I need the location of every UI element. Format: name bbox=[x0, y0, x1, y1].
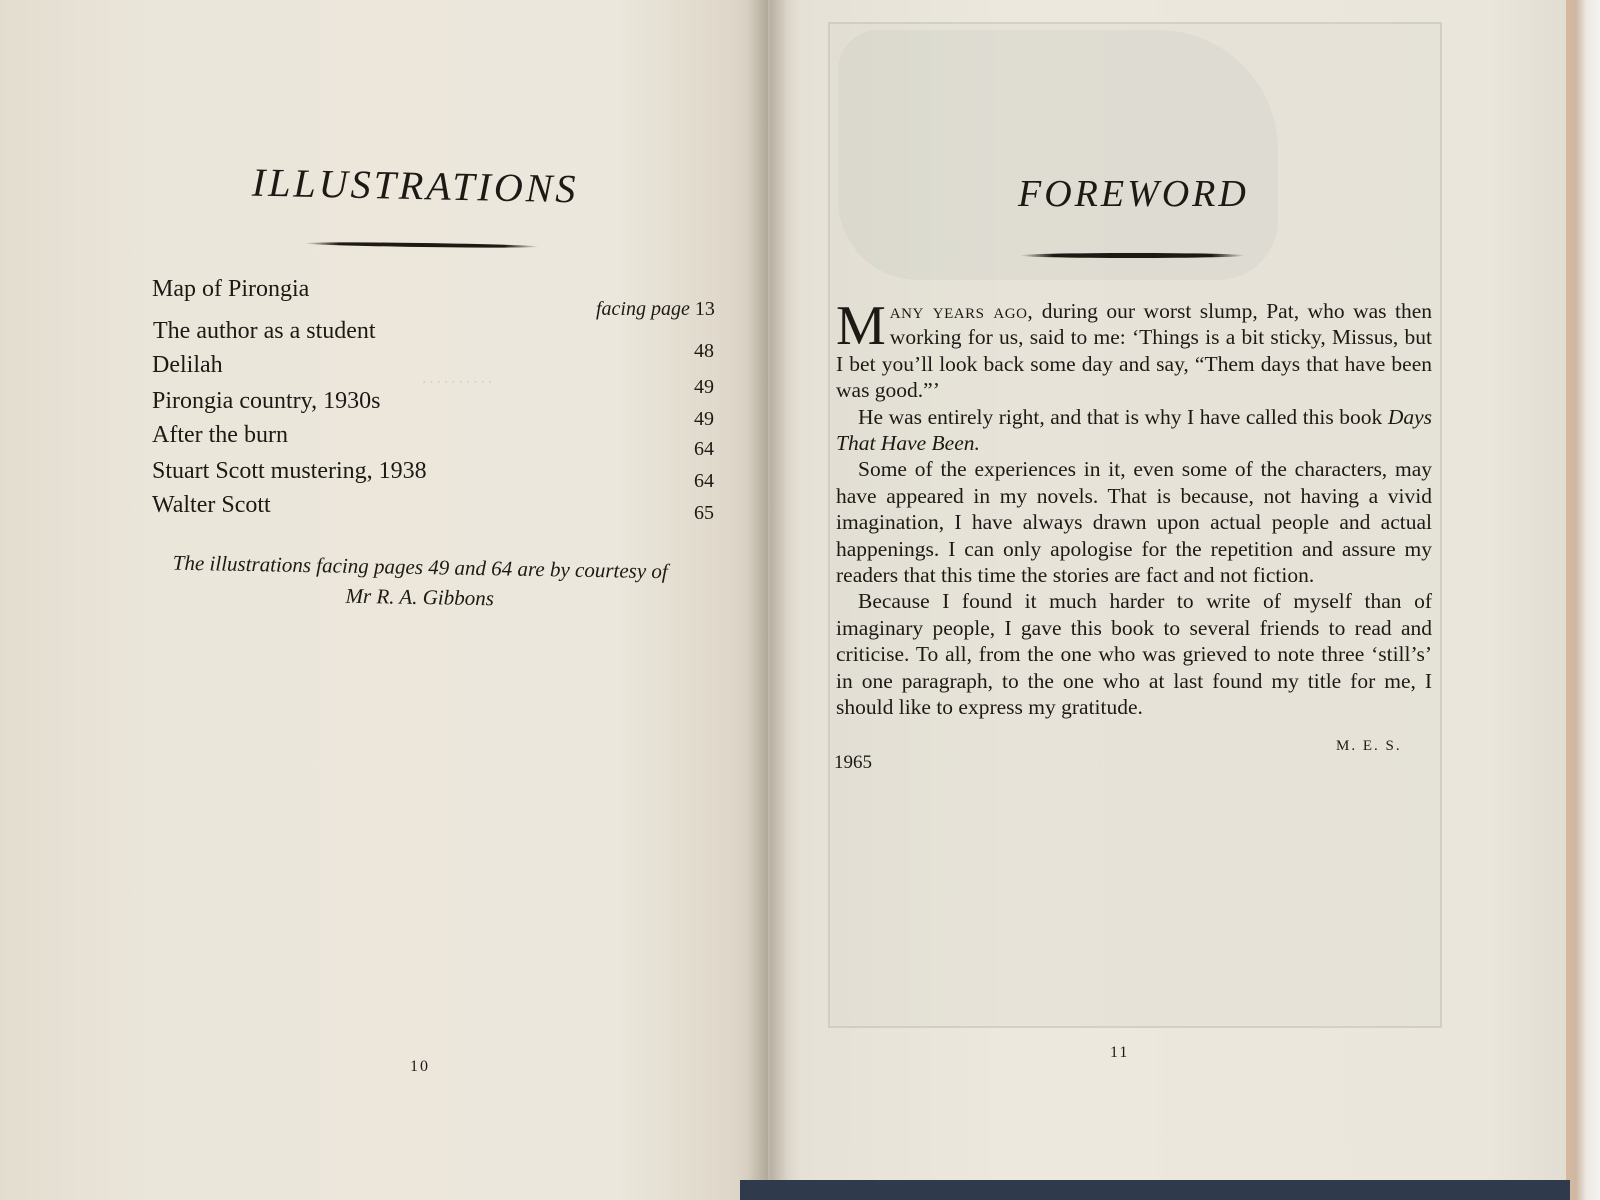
illustration-item: Stuart Scott mustering, 1938 bbox=[152, 458, 427, 484]
facing-page-label: facing page bbox=[596, 298, 690, 320]
show-through-text: ·········· bbox=[420, 372, 494, 393]
illustration-page-number: 65 bbox=[694, 502, 714, 524]
illustration-page-number: 64 bbox=[694, 438, 714, 460]
foreword-year: 1965 bbox=[834, 752, 872, 773]
foreword-body bbox=[836, 295, 1432, 721]
credit-line: Mr R. A. Gibbons bbox=[345, 583, 495, 611]
illustration-item: Delilah bbox=[152, 352, 223, 378]
illustration-page-number: 48 bbox=[694, 340, 714, 362]
credit-line: The illustrations facing pages 49 and 64 are by courtesy of bbox=[172, 550, 668, 584]
foreword-paragraph: Some of the experiences in it, even some of the characters, may have appeared in my novels. That is because, not having a vivid imagination, I have always drawn upon actual people and actual happenings. I can only apologise for the repetition and assure my readers that this time the stories are fact and not fiction. bbox=[836, 457, 1432, 588]
lead-in: any years ago, bbox=[889, 299, 1034, 323]
drop-cap: M bbox=[836, 295, 886, 357]
foreword-paragraph bbox=[836, 404, 1432, 457]
illustration-item: Pirongia country, 1930s bbox=[152, 388, 381, 414]
title-rule bbox=[1020, 253, 1245, 258]
foreword-paragraph: Because I found it much harder to write of myself than of imaginary people, I gave this book to several friends to read and criticise. To all, from the one who was grieved to note three ‘still’s’ in one paragraph, to the one who at last found my title for me, I should like to express my gratitude. bbox=[836, 589, 1432, 720]
illustration-page-number: 13 bbox=[694, 298, 715, 320]
book-cover-edge bbox=[740, 1180, 1570, 1200]
illustration-item: After the burn bbox=[152, 422, 288, 448]
illustration-credit bbox=[130, 547, 711, 617]
author-initials: M. E. S. bbox=[1336, 738, 1402, 754]
gutter-shadow bbox=[748, 0, 788, 1200]
show-through-map-shape bbox=[838, 30, 1278, 280]
paragraph-text: He was entirely right, and that is why I have called this book bbox=[858, 404, 1388, 429]
illustration-page bbox=[596, 298, 715, 321]
illustration-page-number: 49 bbox=[694, 376, 714, 398]
page-number-right: 11 bbox=[1110, 1044, 1130, 1061]
page-edge bbox=[1566, 0, 1600, 1200]
illustration-page-number: 49 bbox=[694, 408, 714, 430]
book-title-italic: Days That Have Been. bbox=[836, 404, 1432, 456]
illustration-item: Walter Scott bbox=[152, 492, 271, 518]
illustration-page-number: 64 bbox=[694, 470, 714, 492]
illustration-item: Map of Pirongia bbox=[152, 276, 310, 302]
paragraph-text: during our worst slump, Pat, who was then working for us, said to me: ‘Things is a bit sticky, Missus, but I bet you’ll look back some day and say, “Them days that have been was good.”’ bbox=[836, 299, 1432, 403]
page-title-foreword: FOREWORD bbox=[1018, 173, 1249, 215]
illustration-item: The author as a student bbox=[153, 318, 376, 344]
page-number-left: 10 bbox=[410, 1058, 430, 1075]
page-title-illustrations: ILLUSTRATIONS bbox=[251, 159, 579, 212]
foreword-paragraph bbox=[836, 295, 1432, 404]
